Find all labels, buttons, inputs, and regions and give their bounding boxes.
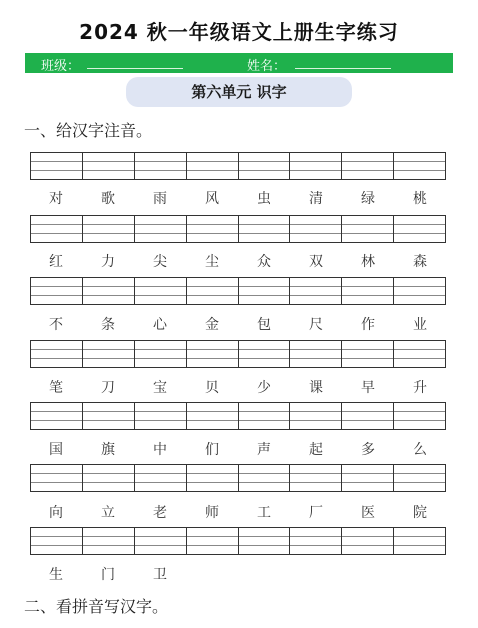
- hanzi-character: 们: [205, 442, 219, 458]
- pinyin-cell[interactable]: [290, 403, 342, 429]
- character-row: [30, 188, 446, 208]
- hanzi-character: [238, 564, 290, 584]
- pinyin-cell[interactable]: [83, 403, 135, 429]
- hanzi-character: 心: [153, 317, 167, 333]
- pinyin-cell[interactable]: [394, 341, 445, 367]
- pinyin-cell[interactable]: [187, 278, 239, 304]
- pinyin-cell[interactable]: [394, 403, 445, 429]
- pinyin-cell[interactable]: [239, 465, 291, 491]
- pinyin-cell[interactable]: [83, 278, 135, 304]
- pinyin-grid-row: [30, 340, 446, 368]
- pinyin-cell[interactable]: [290, 341, 342, 367]
- pinyin-cell[interactable]: [290, 465, 342, 491]
- hanzi-character: 向: [49, 505, 63, 521]
- hanzi-character: 业: [413, 317, 427, 333]
- pinyin-cell[interactable]: [342, 528, 394, 554]
- character-row: [30, 439, 446, 459]
- hanzi-character: 中: [153, 442, 167, 458]
- pinyin-grid-row: [30, 402, 446, 430]
- pinyin-cell[interactable]: [239, 153, 291, 179]
- hanzi-character: 森: [413, 254, 427, 270]
- worksheet-title: 2024 秋一年级语文上册生字练习: [79, 20, 399, 44]
- hanzi-character: 尘: [205, 254, 219, 270]
- hanzi-character: [394, 564, 446, 584]
- hanzi-character: 尺: [309, 317, 323, 333]
- hanzi-character: [186, 564, 238, 584]
- pinyin-cell[interactable]: [239, 278, 291, 304]
- pinyin-cell[interactable]: [83, 216, 135, 242]
- pinyin-cell[interactable]: [187, 341, 239, 367]
- hanzi-character: 虫: [257, 191, 271, 207]
- hanzi-character: 金: [205, 317, 219, 333]
- pinyin-cell[interactable]: [290, 528, 342, 554]
- pinyin-cell[interactable]: [135, 153, 187, 179]
- section-heading-pinyin: 一、给汉字注音。: [24, 121, 153, 140]
- pinyin-cell[interactable]: [31, 465, 83, 491]
- pinyin-cell[interactable]: [239, 528, 291, 554]
- pinyin-cell[interactable]: [394, 216, 445, 242]
- student-info-bar: [25, 53, 453, 73]
- pinyin-cell[interactable]: [239, 403, 291, 429]
- pinyin-cell[interactable]: [135, 278, 187, 304]
- hanzi-character: 贝: [205, 380, 219, 396]
- hanzi-character: 起: [309, 442, 323, 458]
- pinyin-grid-row: [30, 277, 446, 305]
- hanzi-character: 笔: [49, 380, 63, 396]
- pinyin-cell[interactable]: [290, 278, 342, 304]
- pinyin-cell[interactable]: [187, 216, 239, 242]
- hanzi-character: 工: [257, 505, 271, 521]
- hanzi-character: 众: [257, 254, 271, 270]
- pinyin-grid-row: [30, 464, 446, 492]
- pinyin-cell[interactable]: [342, 216, 394, 242]
- pinyin-cell[interactable]: [31, 528, 83, 554]
- character-row: [30, 314, 446, 334]
- pinyin-cell[interactable]: [342, 278, 394, 304]
- hanzi-character: 课: [309, 380, 323, 396]
- hanzi-character: 条: [101, 317, 115, 333]
- pinyin-cell[interactable]: [342, 403, 394, 429]
- pinyin-cell[interactable]: [135, 341, 187, 367]
- pinyin-cell[interactable]: [394, 278, 445, 304]
- hanzi-character: 生: [49, 567, 63, 583]
- pinyin-cell[interactable]: [83, 528, 135, 554]
- pinyin-cell[interactable]: [31, 216, 83, 242]
- pinyin-cell[interactable]: [290, 153, 342, 179]
- pinyin-cell[interactable]: [394, 153, 445, 179]
- character-row: [30, 502, 446, 522]
- hanzi-character: 国: [49, 442, 63, 458]
- section-heading-write: 二、看拼音写汉字。: [24, 597, 169, 616]
- hanzi-character: 旗: [101, 442, 115, 458]
- hanzi-character: 双: [309, 254, 323, 270]
- hanzi-character: 林: [361, 254, 375, 270]
- hanzi-character: 刀: [101, 380, 115, 396]
- pinyin-cell[interactable]: [239, 341, 291, 367]
- pinyin-cell[interactable]: [394, 465, 445, 491]
- pinyin-cell[interactable]: [187, 528, 239, 554]
- pinyin-cell[interactable]: [83, 341, 135, 367]
- hanzi-character: 师: [205, 505, 219, 521]
- hanzi-character: 包: [257, 317, 271, 333]
- hanzi-character: 卫: [153, 567, 167, 583]
- pinyin-cell[interactable]: [135, 216, 187, 242]
- character-row: [30, 564, 446, 584]
- character-row: [30, 251, 446, 271]
- pinyin-grid-row: [30, 215, 446, 243]
- pinyin-cell[interactable]: [187, 153, 239, 179]
- hanzi-character: 清: [309, 191, 323, 207]
- pinyin-cell[interactable]: [31, 153, 83, 179]
- hanzi-character: 宝: [153, 380, 167, 396]
- pinyin-cell[interactable]: [342, 465, 394, 491]
- hanzi-character: 风: [205, 191, 219, 207]
- hanzi-character: 老: [153, 505, 167, 521]
- pinyin-cell[interactable]: [135, 465, 187, 491]
- hanzi-character: [342, 564, 394, 584]
- hanzi-character: 力: [101, 254, 115, 270]
- pinyin-cell[interactable]: [31, 341, 83, 367]
- pinyin-cell[interactable]: [31, 403, 83, 429]
- pinyin-cell[interactable]: [290, 216, 342, 242]
- hanzi-character: 升: [413, 380, 427, 396]
- hanzi-character: 多: [361, 442, 375, 458]
- hanzi-character: 不: [49, 317, 63, 333]
- hanzi-character: 声: [257, 442, 271, 458]
- pinyin-grid-row: [30, 152, 446, 180]
- name-blank[interactable]: [295, 68, 391, 69]
- pinyin-cell[interactable]: [83, 465, 135, 491]
- hanzi-character: 么: [413, 442, 427, 458]
- name-label: 姓名：: [247, 59, 287, 74]
- hanzi-character: 尖: [153, 254, 167, 270]
- pinyin-cell[interactable]: [187, 403, 239, 429]
- pinyin-cell[interactable]: [135, 403, 187, 429]
- pinyin-cell[interactable]: [342, 153, 394, 179]
- pinyin-cell[interactable]: [135, 528, 187, 554]
- hanzi-character: 桃: [413, 191, 427, 207]
- class-blank[interactable]: [87, 68, 183, 69]
- hanzi-character: 门: [101, 567, 115, 583]
- hanzi-character: 作: [361, 317, 375, 333]
- pinyin-cell[interactable]: [239, 216, 291, 242]
- hanzi-character: 歌: [101, 191, 115, 207]
- hanzi-character: 绿: [361, 191, 375, 207]
- hanzi-character: 对: [49, 191, 63, 207]
- hanzi-character: 雨: [153, 191, 167, 207]
- hanzi-character: 少: [257, 380, 271, 396]
- pinyin-cell[interactable]: [31, 278, 83, 304]
- pinyin-grid-row: [30, 527, 446, 555]
- hanzi-character: 医: [361, 505, 375, 521]
- class-label: 班级：: [41, 59, 81, 74]
- pinyin-cell[interactable]: [394, 528, 445, 554]
- hanzi-character: 立: [101, 505, 115, 521]
- hanzi-character: 早: [361, 380, 375, 396]
- pinyin-cell[interactable]: [342, 341, 394, 367]
- hanzi-character: [290, 564, 342, 584]
- character-row: [30, 377, 446, 397]
- hanzi-character: 红: [49, 254, 63, 270]
- pinyin-cell[interactable]: [83, 153, 135, 179]
- hanzi-character: 厂: [309, 505, 323, 521]
- hanzi-character: 院: [413, 505, 427, 521]
- pinyin-cell[interactable]: [187, 465, 239, 491]
- unit-title: 第六单元 识字: [126, 77, 352, 107]
